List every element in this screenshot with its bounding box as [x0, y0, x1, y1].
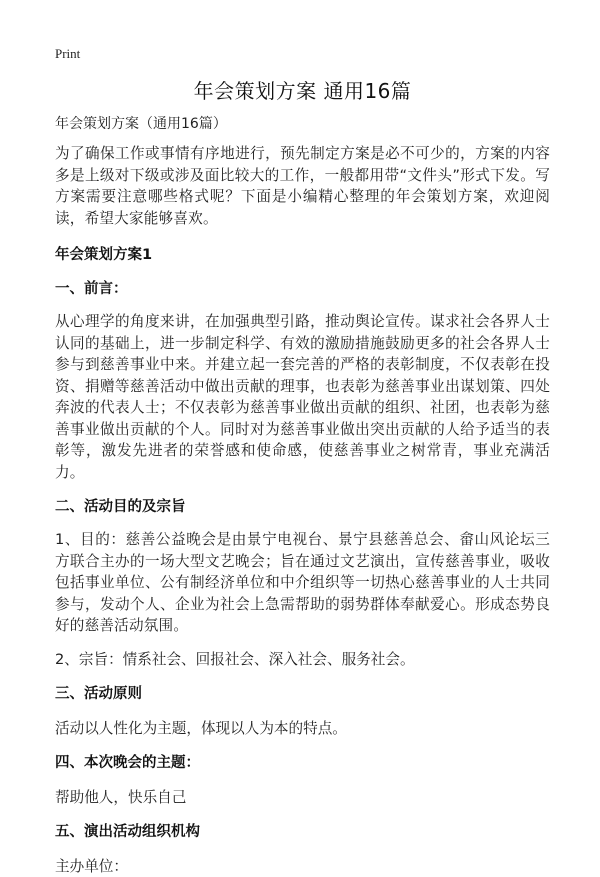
print-label[interactable]: Print [55, 46, 81, 61]
document-page [55, 44, 550, 877]
section-paragraph-principle: 活动以人性化为主题，体现以人为本的特点。 [55, 719, 347, 737]
document-title: 年会策划方案 通用16篇 [193, 79, 412, 103]
section-heading-preface: 一、前言： [55, 281, 128, 297]
section-paragraph-theme: 帮助他人，快乐自己 [55, 788, 187, 806]
section-paragraph-tenet: 2、宗旨：情系社会、回报社会、深入社会、服务社会。 [55, 650, 415, 668]
section-paragraph-organizer: 主办单位： [55, 857, 128, 875]
section-heading-theme: 四、本次晚会的主题： [55, 754, 200, 771]
section-heading-organization: 五、演出活动组织机构 [55, 823, 200, 840]
section-heading-principle: 三、活动原则 [55, 685, 142, 702]
intro-paragraph: 为了确保工作或事情有序地进行，预先制定方案是必不可少的，方案的内容多是上级对下级或涉及面比较大的工作，一般都用带“文件头”形式下发。写方案需要注意哪些格式呢？下面是小编精心整理的年会策划方案，欢迎阅读，希望大家能够喜欢。 [55, 145, 550, 227]
section-paragraph-preface: 从心理学的角度来讲，在加强典型引路，推动舆论宣传。谋求社会各界人士认同的基础上，进一步制定科学、有效的激励措施鼓励更多的社会各界人士参与到慈善事业中来。并建立起一套完善的严格的表彰制度，不仅表彰在投资、捐赠等慈善活动中做出贡献的理事，也表彰为慈善事业出谋划策、四处奔波的代表人士；不仅表彰为慈善事业做出贡献的组织、社团，也表彰为慈善事业做出贡献的个人。同时对为慈善事业做出突出贡献的人给予适当的表彰等，激发先进者的荣誉感和使命感，使慈善事业之树常青，事业充满活力。 [55, 313, 550, 481]
plan-heading: 年会策划方案1 [55, 247, 153, 263]
section-heading-purpose: 二、活动目的及宗旨 [55, 499, 186, 515]
document-subtitle: 年会策划方案（通用16篇） [55, 116, 227, 132]
section-paragraph-purpose: 1、目的：慈善公益晚会是由景宁电视台、景宁县慈善总会、畲山风论坛三方联合主办的一场大型文艺晚会；旨在通过文艺演出，宣传慈善事业，吸收包括事业单位、公有制经济单位和中介组织等一切热心慈善事业的人士共同参与，发动个人、企业为社会上急需帮助的弱势群体奉献爱心。形成态势良好的慈善活动氛围。 [55, 531, 550, 634]
